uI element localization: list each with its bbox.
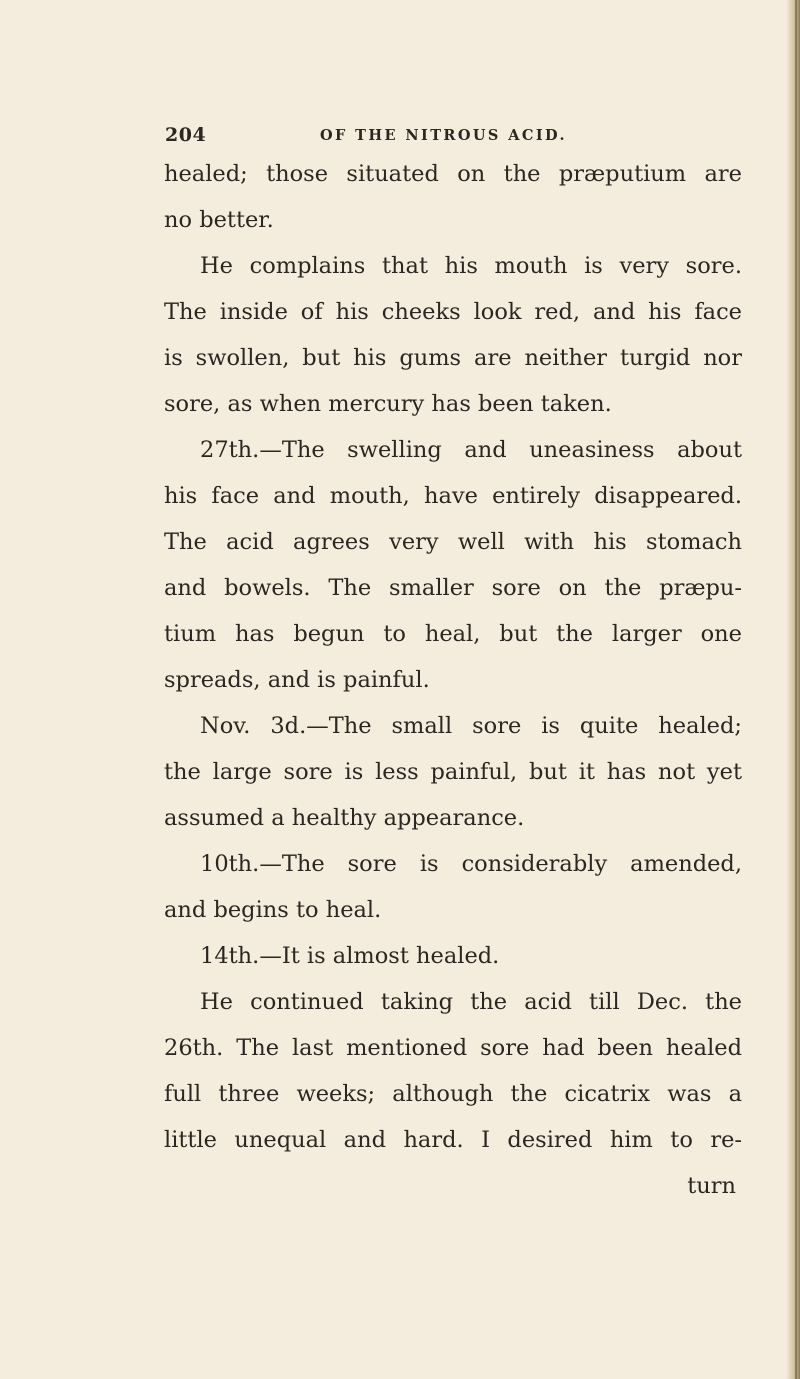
running-title: OF THE NITROUS ACID. (320, 127, 567, 144)
page-number: 204 (165, 124, 207, 146)
text-line: healed; those situated on the præputium are (164, 161, 742, 187)
text-line: and bowels. The smaller sore on the præpu- (164, 575, 742, 601)
paragraph-start: 27th.—The swelling and uneasiness about (200, 437, 742, 463)
text-line: 26th. The last mentioned sore had been healed (164, 1035, 742, 1061)
paragraph-start: 10th.—The sore is considerably amended, (200, 851, 742, 877)
paragraph-start: He continued taking the acid till Dec. the (200, 989, 742, 1015)
text-line: The inside of his cheeks look red, and his face (164, 299, 742, 325)
page-edge-shadow (786, 0, 800, 1379)
text-line: spreads, and is painful. (164, 667, 430, 693)
text-line: the large sore is less painful, but it has not yet (164, 759, 742, 785)
text-line: sore, as when mercury has been taken. (164, 391, 612, 417)
text-line: little unequal and hard. I desired him to re- (164, 1127, 742, 1153)
text-line: is swollen, but his gums are neither turgid nor (164, 345, 742, 371)
paragraph-start: 14th.—It is almost healed. (200, 943, 500, 969)
body-text (164, 151, 742, 1209)
text-line: The acid agrees very well with his stomach (164, 529, 742, 555)
page-edge-line (795, 0, 797, 1379)
text-line: tium has begun to heal, but the larger one (164, 621, 742, 647)
page-header (165, 124, 765, 150)
text-line: and begins to heal. (164, 897, 382, 923)
text-line: assumed a healthy appearance. (164, 805, 525, 831)
text-line: full three weeks; although the cicatrix was a (164, 1081, 742, 1107)
text-line: his face and mouth, have entirely disappeared. (164, 483, 742, 509)
text-line: no better. (164, 207, 274, 233)
paragraph-start: He complains that his mouth is very sore. (200, 253, 742, 279)
paragraph-start: Nov. 3d.—The small sore is quite healed; (200, 713, 742, 739)
catchword: turn (687, 1173, 736, 1199)
